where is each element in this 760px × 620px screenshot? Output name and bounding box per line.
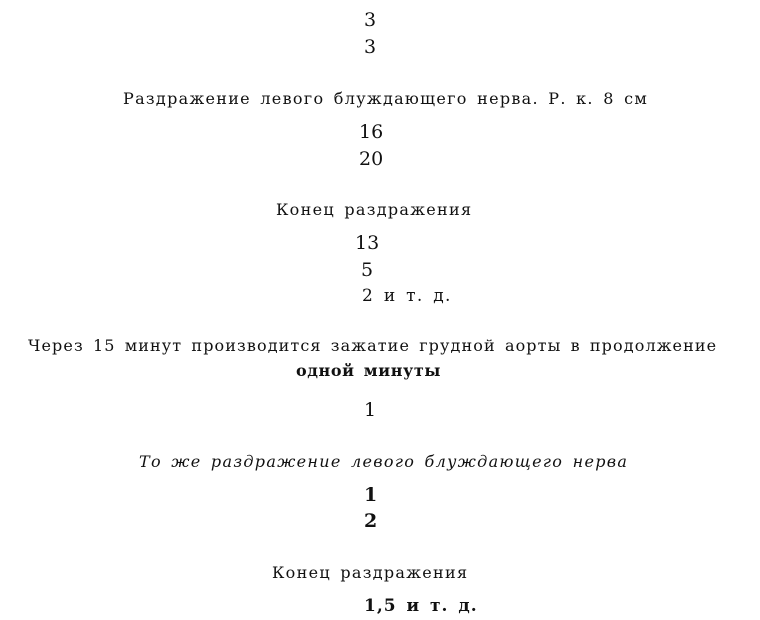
value-line: 2 и т. д.	[362, 286, 452, 306]
value-line: 1	[364, 484, 378, 506]
value-line: 1,5 и т. д.	[364, 596, 478, 616]
value-line: 3	[364, 36, 377, 58]
experiment-heading: Раздражение левого блуждающего нерва. Р. к. 8 см	[123, 89, 649, 108]
value-line: 5	[361, 259, 374, 281]
procedure-text-continued: одной минуты	[296, 361, 442, 380]
value-line: 3	[364, 9, 377, 31]
value-line: 20	[359, 148, 384, 170]
experiment-heading: То же раздражение левого блуждающего нерва	[139, 452, 629, 471]
value-line: 2	[364, 510, 378, 532]
section-label: Конец раздражения	[276, 200, 473, 219]
section-label: Конец раздражения	[272, 563, 469, 582]
value-line: 13	[355, 232, 380, 254]
value-line: 1	[364, 399, 377, 421]
value-line: 16	[359, 121, 384, 143]
procedure-text: Через 15 минут производится зажатие грудной аорты в продолжение	[28, 336, 718, 355]
